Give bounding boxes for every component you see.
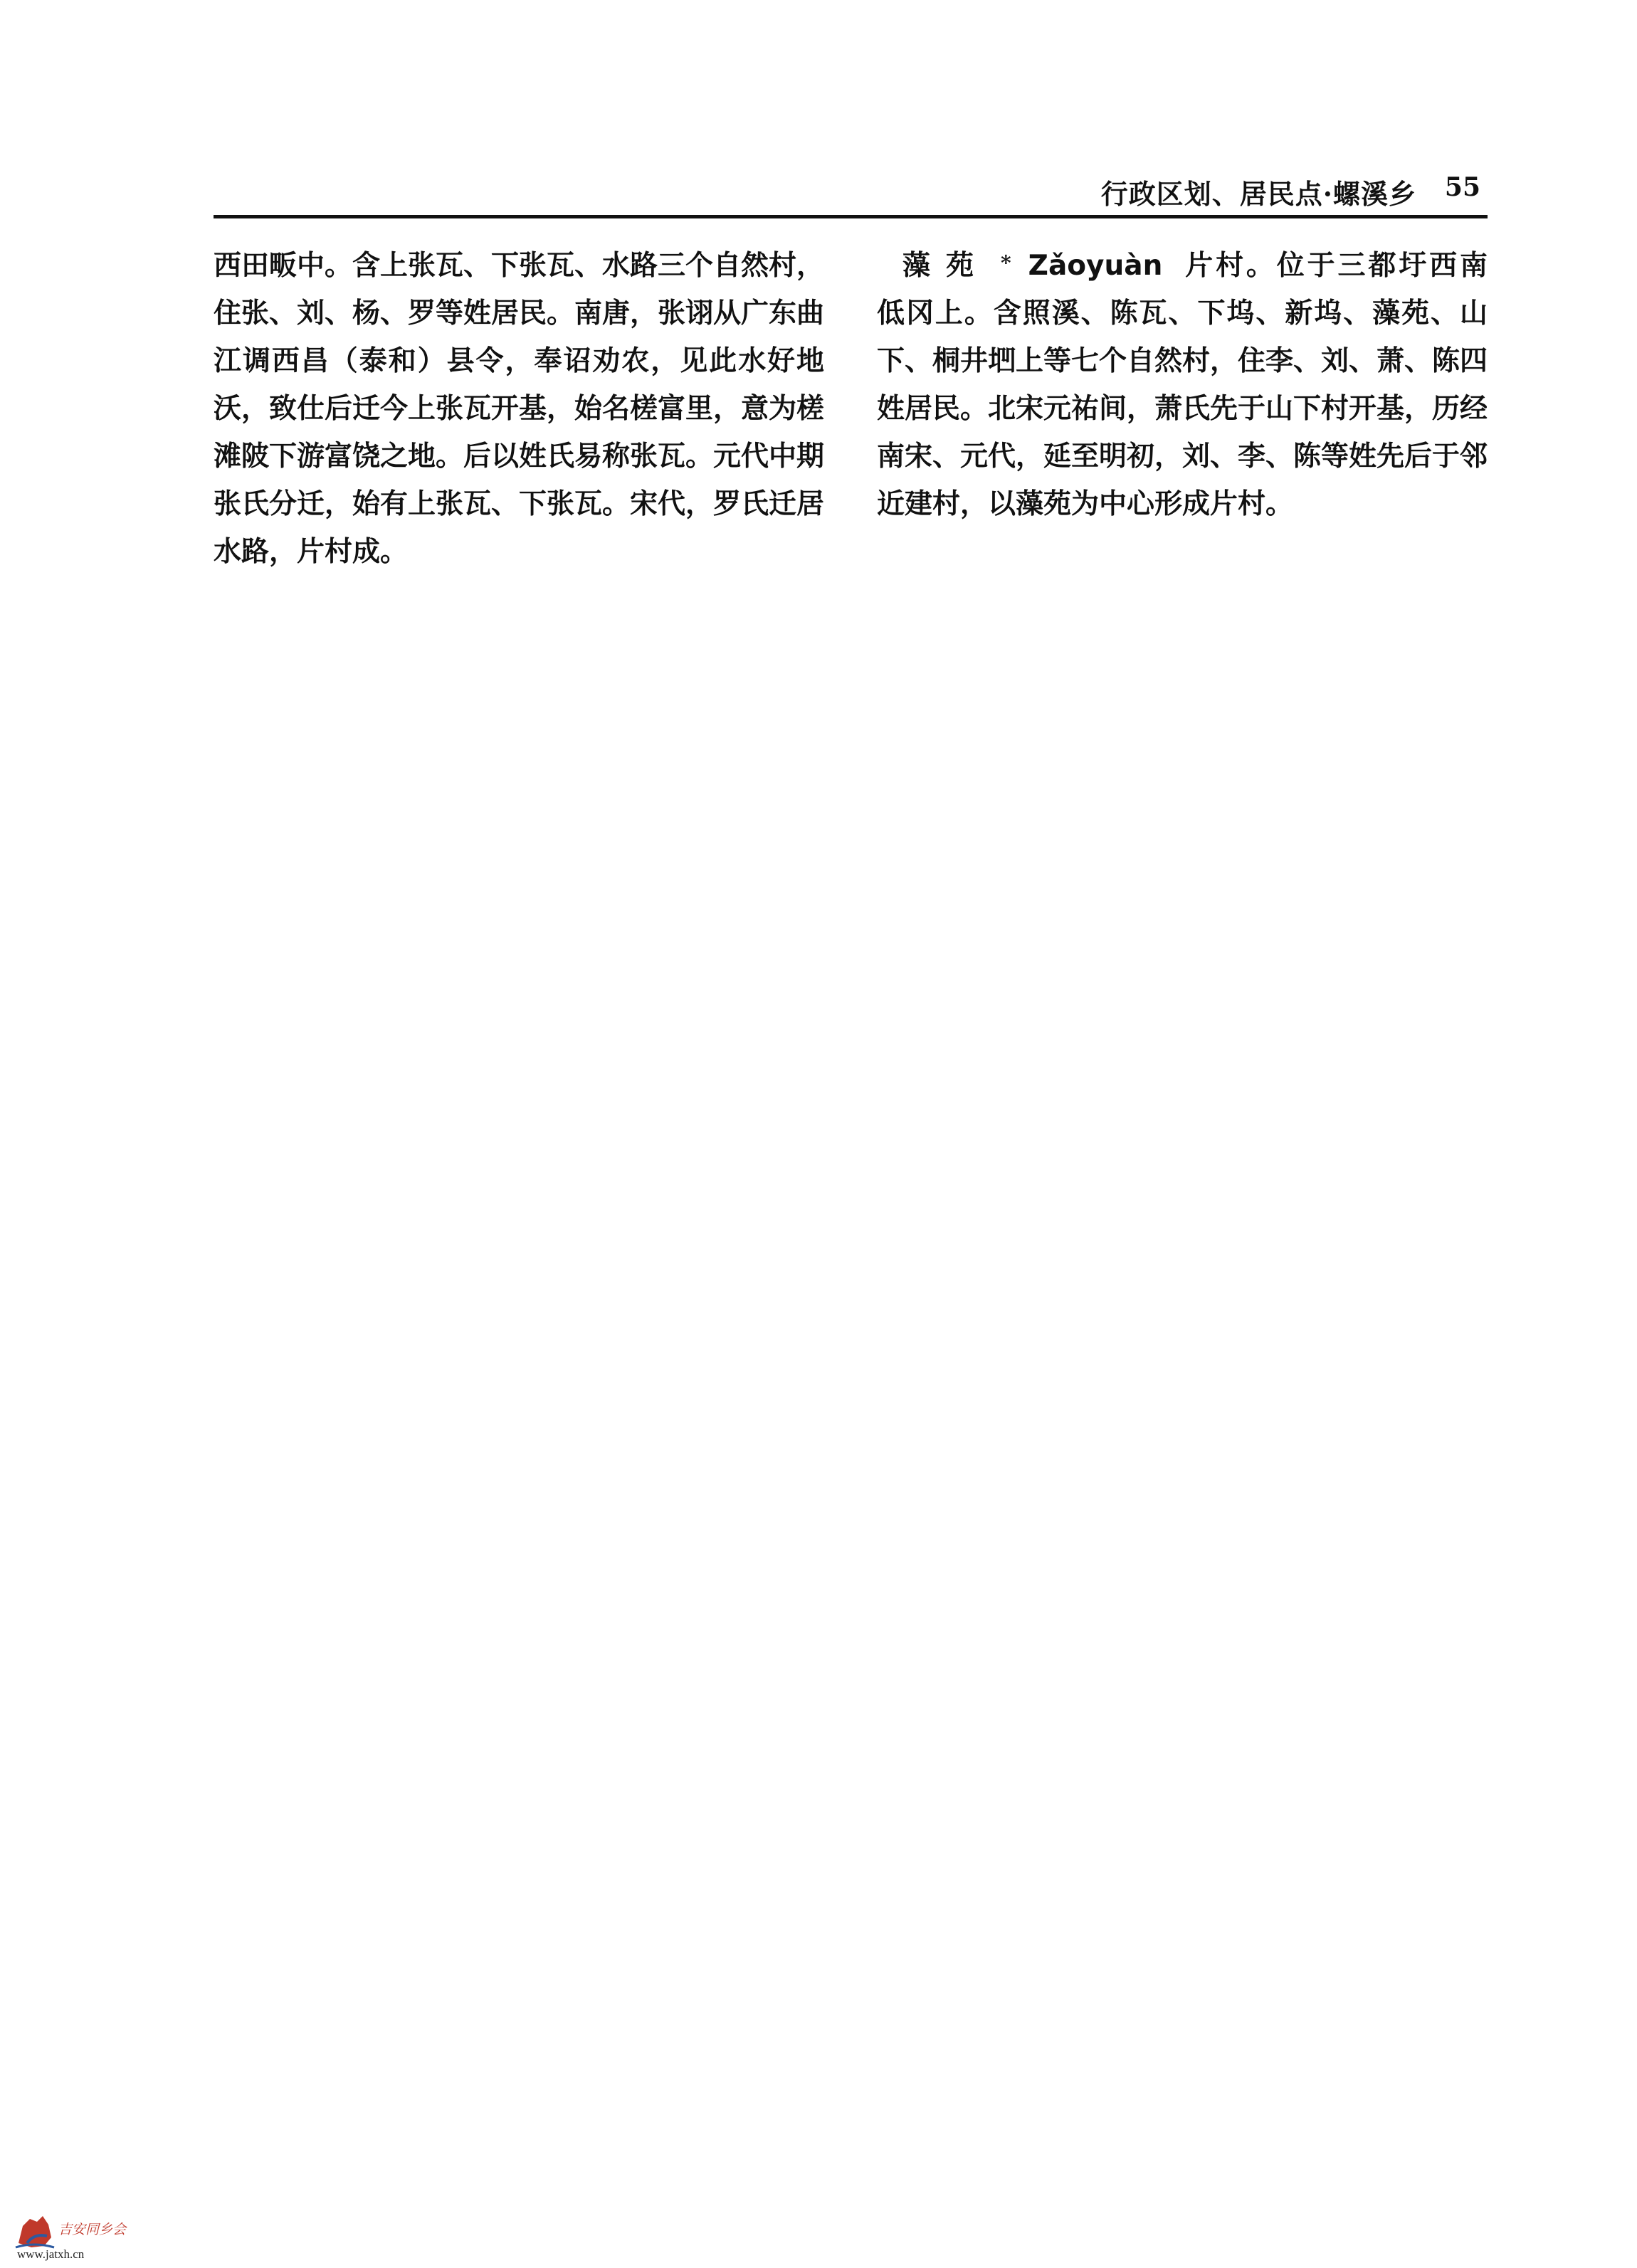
header-title: 行政区划、居民点·螺溪乡 — [1100, 178, 1416, 210]
entry-body-text: 片村。位于三都圩西南低冈上。含照溪、陈瓦、下坞、新坞、藻苑、山下、桐井垇上等七个自然村，住李、刘、萧、陈四姓居民。北宋元祐间，萧氏先于山下村开基，历经南宋、元代，延至明初，刘、李、陈等姓先后于邻近建村，以藻苑为中心形成片村。 — [877, 249, 1488, 520]
watermark-url: www.jatxh.cn — [17, 2247, 85, 2261]
entry-mark: * — [1001, 251, 1011, 275]
running-header — [214, 169, 1488, 212]
watermark-text: 吉安同乡会 — [58, 2222, 127, 2237]
regional-map-logo-icon — [13, 2212, 56, 2250]
watermark — [3, 2206, 138, 2263]
left-column-text: 西田畈中。含上张瓦、下张瓦、水路三个自然村，住张、刘、杨、罗等姓居民。南唐，张诩从广东曲江调西昌（泰和）县令，奉诏劝农，见此水好地沃，致仕后迁今上张瓦开基，始名槎富里，意为槎滩陂下游富饶之地。后以姓氏易称张瓦。元代中期张氏分迁，始有上张瓦、下张瓦。宋代，罗氏迁居水路，片村成。 — [214, 249, 825, 568]
header-rule — [214, 215, 1488, 218]
entry-term: 藻苑 — [902, 249, 990, 282]
right-column — [877, 242, 1488, 528]
page-number: 55 — [1444, 172, 1480, 202]
entry-pinyin: Zǎoyuàn — [1028, 250, 1163, 282]
